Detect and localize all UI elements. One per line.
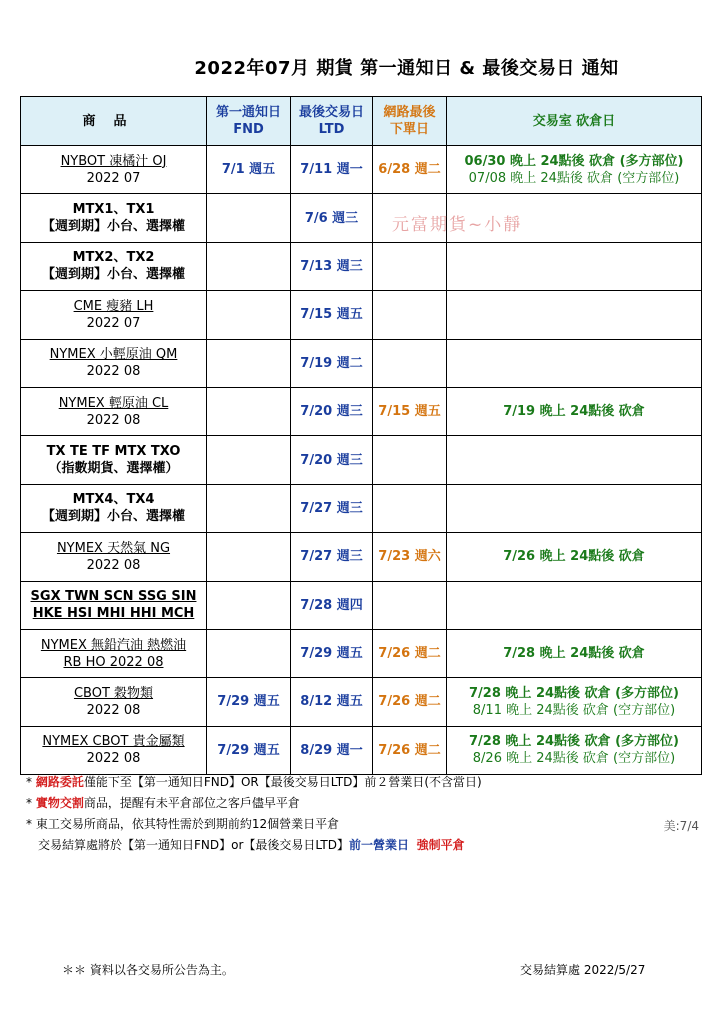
ltd-date: 7/20 週三 bbox=[291, 387, 373, 435]
product-detail: 【週到期】小台、選擇權 bbox=[41, 509, 185, 525]
table-row bbox=[21, 242, 702, 290]
product-cell bbox=[21, 146, 207, 194]
cut-date-cell bbox=[447, 291, 702, 339]
ltd-date: 7/28 週四 bbox=[291, 581, 373, 629]
table-row bbox=[21, 629, 702, 677]
web-last-order-date: 6/28 週二 bbox=[373, 146, 447, 194]
note-physical-delivery: * 實物交割商品，提醒有未平倉部位之客戶儘早平倉 bbox=[26, 796, 300, 810]
table-row bbox=[21, 146, 702, 194]
fnd-date bbox=[207, 581, 291, 629]
product-detail: HKE HSI MHI HHI MCH bbox=[32, 606, 195, 622]
web-last-order-date bbox=[373, 436, 447, 484]
product-detail: 2022 07 bbox=[86, 170, 141, 186]
cut-date-cell bbox=[447, 533, 702, 581]
footer-disclaimer: ＊＊ 資料以各交易所公告為主。 bbox=[62, 963, 234, 977]
product-detail: 2022 08 bbox=[86, 364, 141, 380]
cut-date-long: 06/30 晚上 24點後 砍倉 (多方部位) bbox=[464, 153, 684, 169]
cut-date-long: 7/26 晚上 24點後 砍倉 bbox=[503, 549, 645, 565]
product-cell bbox=[21, 436, 207, 484]
cut-date-cell bbox=[447, 581, 702, 629]
product-name: NYMEX 輕原油 CL bbox=[58, 395, 169, 411]
web-last-order-date bbox=[373, 242, 447, 290]
fnd-date bbox=[207, 436, 291, 484]
ltd-date: 8/29 週一 bbox=[291, 726, 373, 774]
fnd-date bbox=[207, 387, 291, 435]
product-name: NYMEX 天然氣 NG bbox=[56, 540, 171, 556]
product-name: NYMEX 無鉛汽油 熱燃油 bbox=[40, 637, 187, 653]
web-last-order-date: 7/26 週二 bbox=[373, 678, 447, 726]
product-name: MTX2、TX2 bbox=[72, 250, 155, 266]
table-row bbox=[21, 581, 702, 629]
fnd-date bbox=[207, 339, 291, 387]
table-row bbox=[21, 436, 702, 484]
fnd-date: 7/29 週五 bbox=[207, 678, 291, 726]
fnd-date: 7/29 週五 bbox=[207, 726, 291, 774]
ltd-date: 7/13 週三 bbox=[291, 242, 373, 290]
product-cell bbox=[21, 533, 207, 581]
product-detail: 2022 08 bbox=[86, 702, 141, 718]
ltd-date: 8/12 週五 bbox=[291, 678, 373, 726]
header-ltd: 最後交易日 LTD bbox=[291, 97, 373, 146]
fnd-date bbox=[207, 484, 291, 532]
product-cell bbox=[21, 242, 207, 290]
notes-section bbox=[26, 772, 706, 856]
ltd-date: 7/27 週三 bbox=[291, 484, 373, 532]
table-row bbox=[21, 533, 702, 581]
watermark-text: 元富期貨~小靜 bbox=[392, 215, 523, 235]
ltd-date: 7/19 週二 bbox=[291, 339, 373, 387]
product-cell bbox=[21, 387, 207, 435]
table-row bbox=[21, 726, 702, 774]
cut-date-cell bbox=[447, 146, 702, 194]
product-detail: 【週到期】小台、選擇權 bbox=[41, 267, 185, 283]
web-last-order-date: 7/23 週六 bbox=[373, 533, 447, 581]
table-row bbox=[21, 194, 702, 242]
fnd-date bbox=[207, 194, 291, 242]
product-detail: （指數期貨、選擇權） bbox=[48, 461, 179, 477]
product-cell bbox=[21, 194, 207, 242]
ltd-date: 7/6 週三 bbox=[291, 194, 373, 242]
cut-date-short: 8/11 晚上 24點後 砍倉 (空方部位) bbox=[472, 702, 676, 718]
product-cell bbox=[21, 339, 207, 387]
web-last-order-date: 7/15 週五 bbox=[373, 387, 447, 435]
ltd-date: 7/27 週三 bbox=[291, 533, 373, 581]
web-last-order-date: 7/26 週二 bbox=[373, 629, 447, 677]
ltd-date: 7/15 週五 bbox=[291, 291, 373, 339]
table-row bbox=[21, 387, 702, 435]
header-cut-date: 交易室 砍倉日 bbox=[447, 97, 702, 146]
product-cell bbox=[21, 484, 207, 532]
table-row bbox=[21, 339, 702, 387]
web-last-order-date bbox=[373, 339, 447, 387]
product-detail: 2022 08 bbox=[86, 412, 141, 428]
product-name: NYMEX 小輕原油 QM bbox=[49, 347, 178, 363]
product-name: CBOT 穀物類 bbox=[73, 685, 154, 701]
header-fnd: 第一通知日 FND bbox=[207, 97, 291, 146]
web-last-order-date bbox=[373, 484, 447, 532]
table-row bbox=[21, 291, 702, 339]
ltd-date: 7/29 週五 bbox=[291, 629, 373, 677]
cut-date-long: 7/19 晚上 24點後 砍倉 bbox=[503, 404, 645, 420]
cut-date-cell bbox=[447, 339, 702, 387]
product-name: SGX TWN SCN SSG SIN bbox=[30, 589, 197, 605]
schedule-table bbox=[20, 96, 702, 775]
table-row bbox=[21, 484, 702, 532]
web-last-order-date bbox=[373, 581, 447, 629]
cut-date-short: 07/08 晚上 24點後 砍倉 (空方部位) bbox=[468, 170, 680, 186]
cut-date-cell bbox=[447, 678, 702, 726]
cut-date-cell bbox=[447, 242, 702, 290]
product-detail: RB HO 2022 08 bbox=[63, 654, 164, 670]
product-cell bbox=[21, 291, 207, 339]
web-last-order-date bbox=[373, 291, 447, 339]
cut-date-cell bbox=[447, 387, 702, 435]
product-name: TX TE TF MTX TXO bbox=[46, 444, 181, 460]
header-web-last-order: 網路最後 下單日 bbox=[373, 97, 447, 146]
cut-date-long: 7/28 晚上 24點後 砍倉 (多方部位) bbox=[469, 734, 679, 750]
fnd-date bbox=[207, 533, 291, 581]
note-web-order: * 網路委託僅能下至【第一通知日FND】OR【最後交易日LTD】前２營業日(不含當日) bbox=[26, 775, 482, 789]
product-name: NYBOT 凍橘汁 OJ bbox=[60, 153, 167, 169]
cut-date-cell bbox=[447, 436, 702, 484]
product-name: MTX4、TX4 bbox=[72, 492, 155, 508]
cut-date-short: 8/26 晚上 24點後 砍倉 (空方部位) bbox=[472, 751, 676, 767]
fnd-date bbox=[207, 242, 291, 290]
fnd-date: 7/1 週五 bbox=[207, 146, 291, 194]
product-cell bbox=[21, 726, 207, 774]
product-detail: 2022 08 bbox=[86, 751, 141, 767]
product-cell bbox=[21, 678, 207, 726]
product-cell bbox=[21, 629, 207, 677]
cut-date-long: 7/28 晚上 24點後 砍倉 bbox=[503, 646, 645, 662]
page-note: 美:7/4 bbox=[663, 819, 699, 833]
product-name: CME 瘦豬 LH bbox=[73, 298, 154, 314]
table-row bbox=[21, 678, 702, 726]
product-detail: 2022 08 bbox=[86, 557, 141, 573]
table-header-row bbox=[21, 97, 702, 146]
cut-date-cell bbox=[447, 484, 702, 532]
ltd-date: 7/20 週三 bbox=[291, 436, 373, 484]
product-name: MTX1、TX1 bbox=[72, 202, 155, 218]
note-forced-close: 交易結算處將於【第一通知日FND】or【最後交易日LTD】前一營業日 強制平倉 bbox=[38, 838, 465, 852]
product-detail: 2022 07 bbox=[86, 315, 141, 331]
note-tocom: * 東工交易所商品，依其特性需於到期前約12個營業日平倉 bbox=[26, 817, 340, 831]
product-cell bbox=[21, 581, 207, 629]
fnd-date bbox=[207, 629, 291, 677]
ltd-date: 7/11 週一 bbox=[291, 146, 373, 194]
product-detail: 【週到期】小台、選擇權 bbox=[41, 219, 185, 235]
footer-issuer-date: 交易結算處 2022/5/27 bbox=[520, 963, 646, 977]
cut-date-long: 7/28 晚上 24點後 砍倉 (多方部位) bbox=[469, 685, 679, 701]
web-last-order-date: 7/26 週二 bbox=[373, 726, 447, 774]
cut-date-cell bbox=[447, 629, 702, 677]
page-title: 2022年07月 期貨 第一通知日 & 最後交易日 通知 bbox=[194, 58, 619, 79]
fnd-date bbox=[207, 291, 291, 339]
cut-date-cell bbox=[447, 726, 702, 774]
product-name: NYMEX CBOT 貴金屬類 bbox=[42, 734, 185, 750]
header-product: 商品 bbox=[21, 97, 207, 146]
